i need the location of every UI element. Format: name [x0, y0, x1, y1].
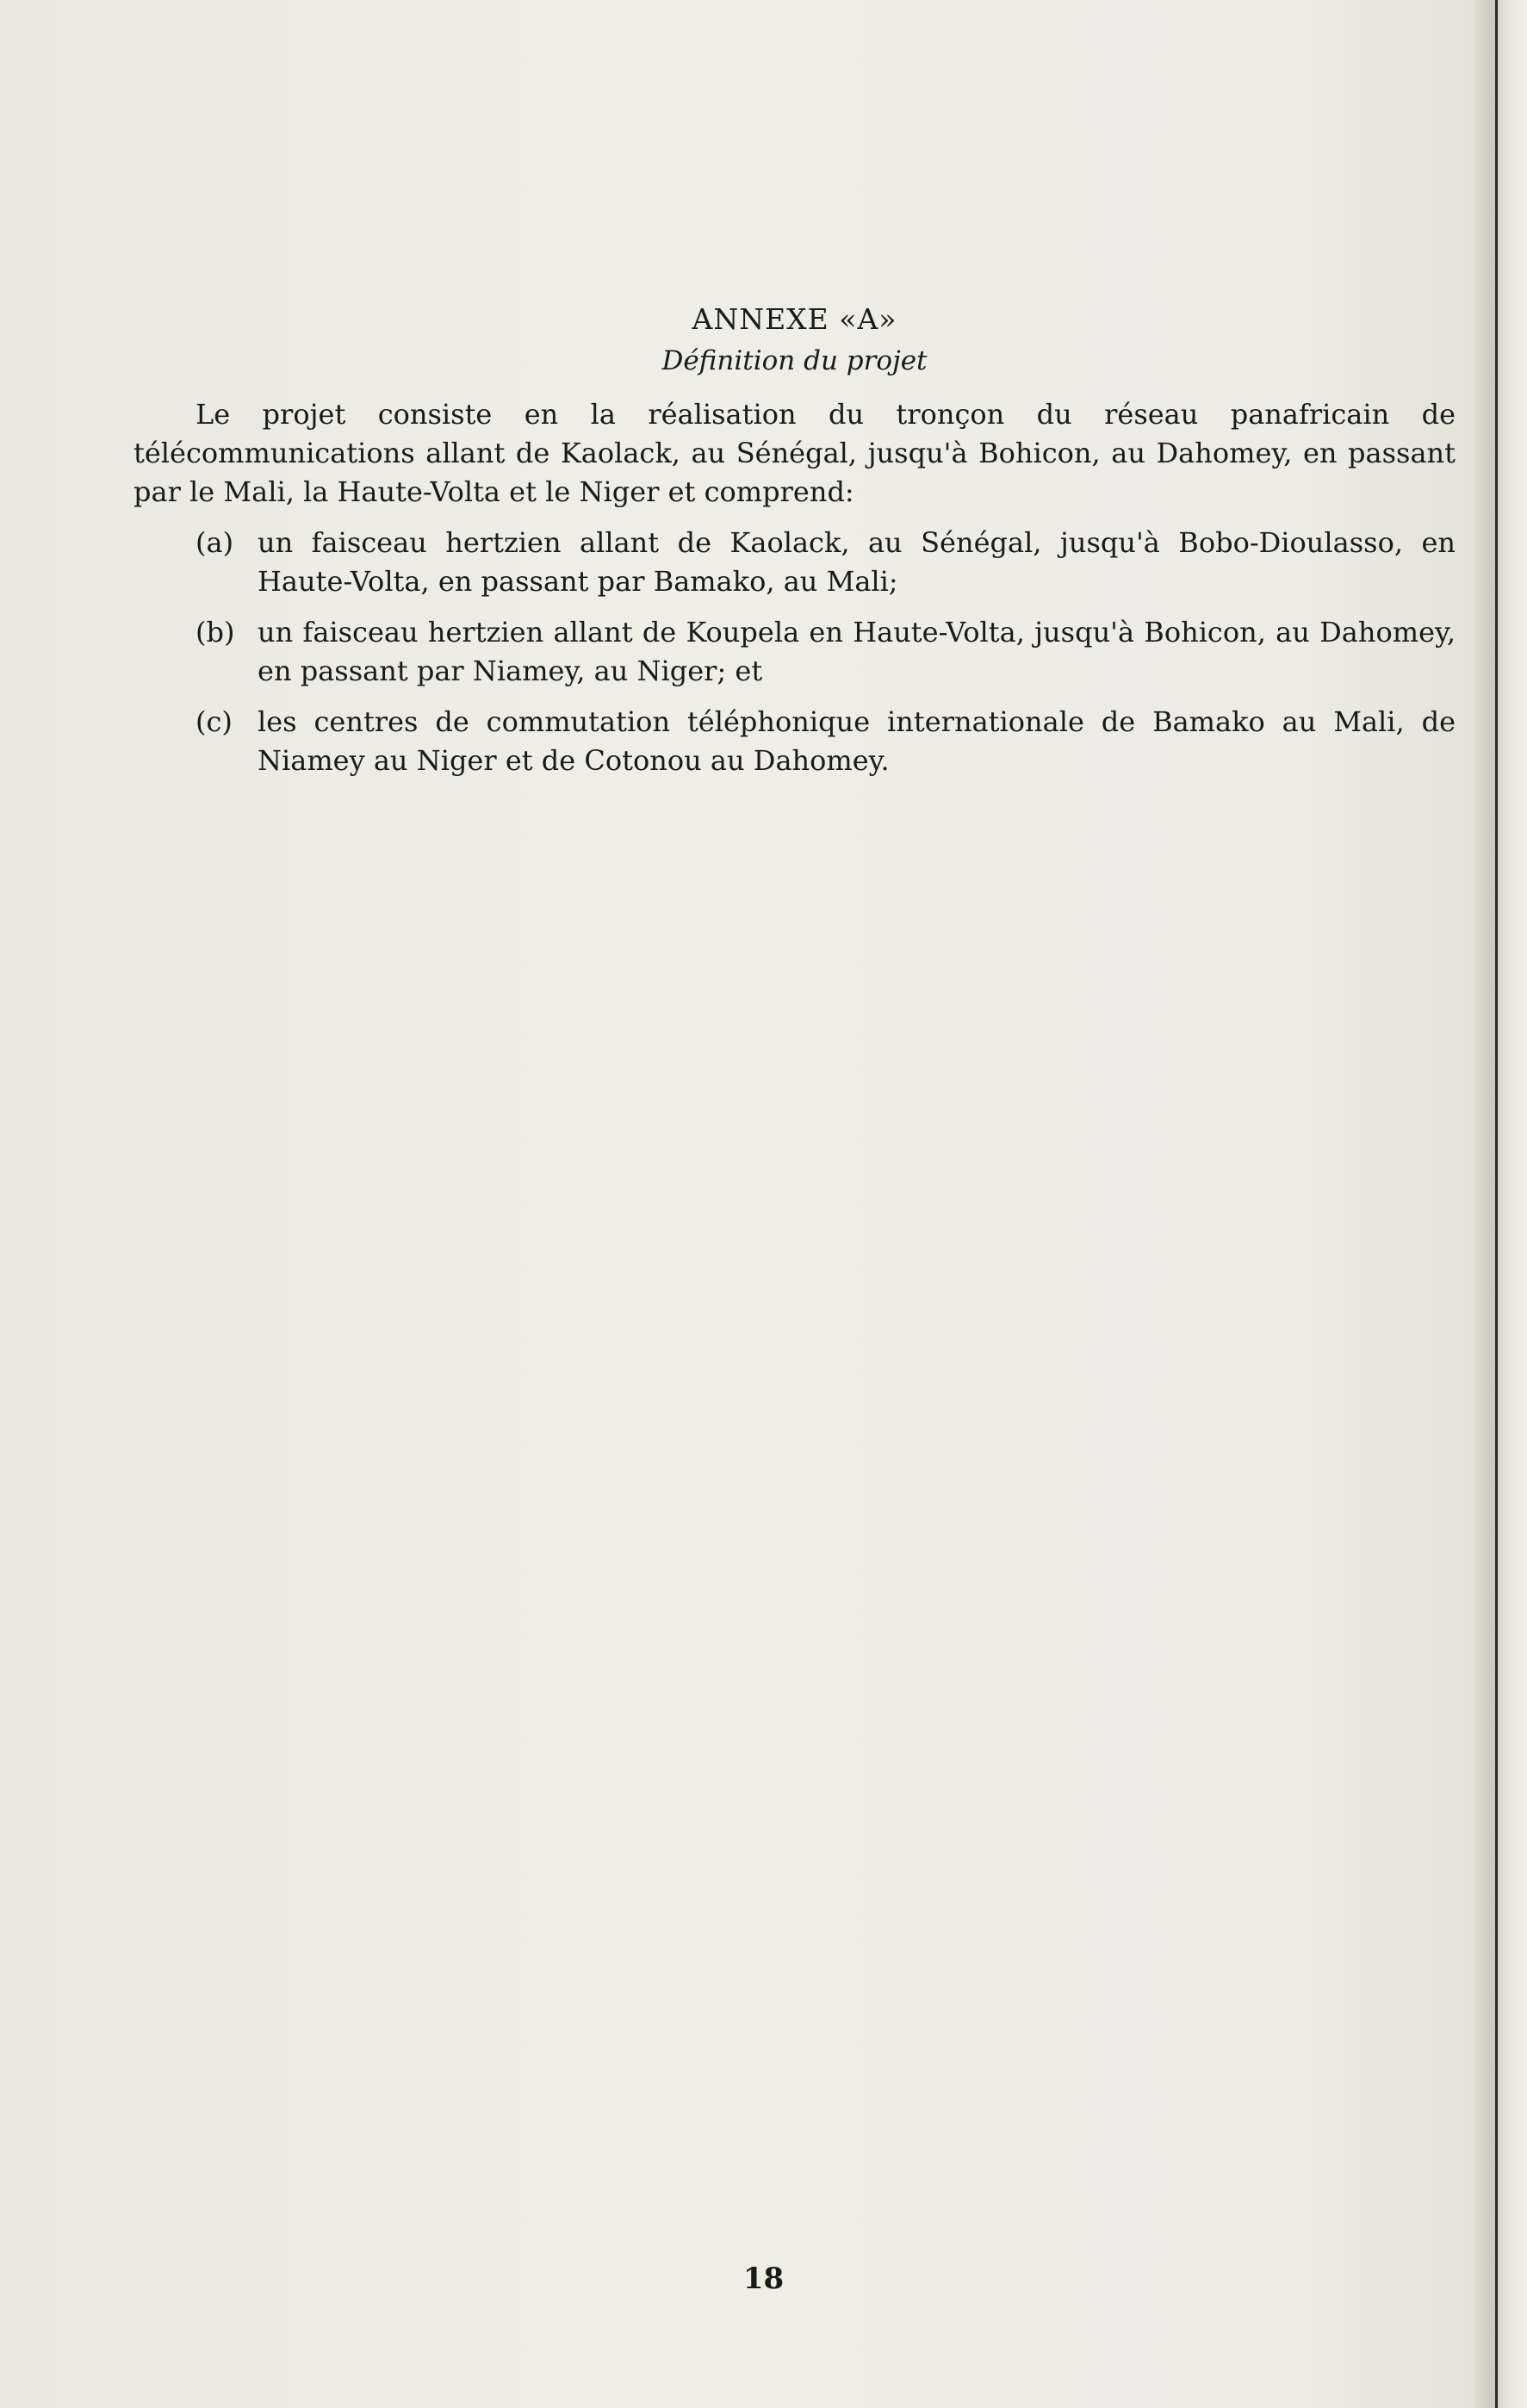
annex-subheading: Définition du projet — [661, 344, 928, 376]
list-item-text: un faisceau hertzien allant de Kaolack, au Sénégal, jusqu'à Bobo-Dioulasso, en Haute-Volta, en passant par Bamako, au Mali; — [258, 526, 1456, 599]
binding-edge-line — [1495, 0, 1498, 2408]
list-item-label: (b) — [196, 616, 235, 649]
list-item-label: (c) — [196, 705, 233, 739]
intro-paragraph: Le projet consiste en la réalisation du tronçon du réseau panafricain de télécommunications allant de Kaolack, au Sénégal, jusqu'à Bohicon, au Dahomey, en passant par le Mali, la Haute-Volta et le Niger et comprend: — [133, 398, 1456, 509]
list-item — [133, 703, 1456, 780]
page-binding — [1474, 0, 1527, 2408]
list-item — [133, 524, 1456, 601]
page-number: 18 — [742, 2262, 785, 2296]
project-components-list — [133, 524, 1456, 780]
list-item — [133, 613, 1456, 691]
list-item-label: (a) — [196, 526, 234, 560]
annex-heading: ANNEXE «A» — [692, 302, 897, 336]
document-content — [133, 301, 1456, 792]
list-item-text: un faisceau hertzien allant de Koupela en Haute-Volta, jusqu'à Bohicon, au Dahomey, en passant par Niamey, au Niger; et — [258, 616, 1456, 688]
list-item-text: les centres de commutation téléphonique internationale de Bamako au Mali, de Niamey au Niger et de Cotonou au Dahomey. — [258, 705, 1456, 778]
